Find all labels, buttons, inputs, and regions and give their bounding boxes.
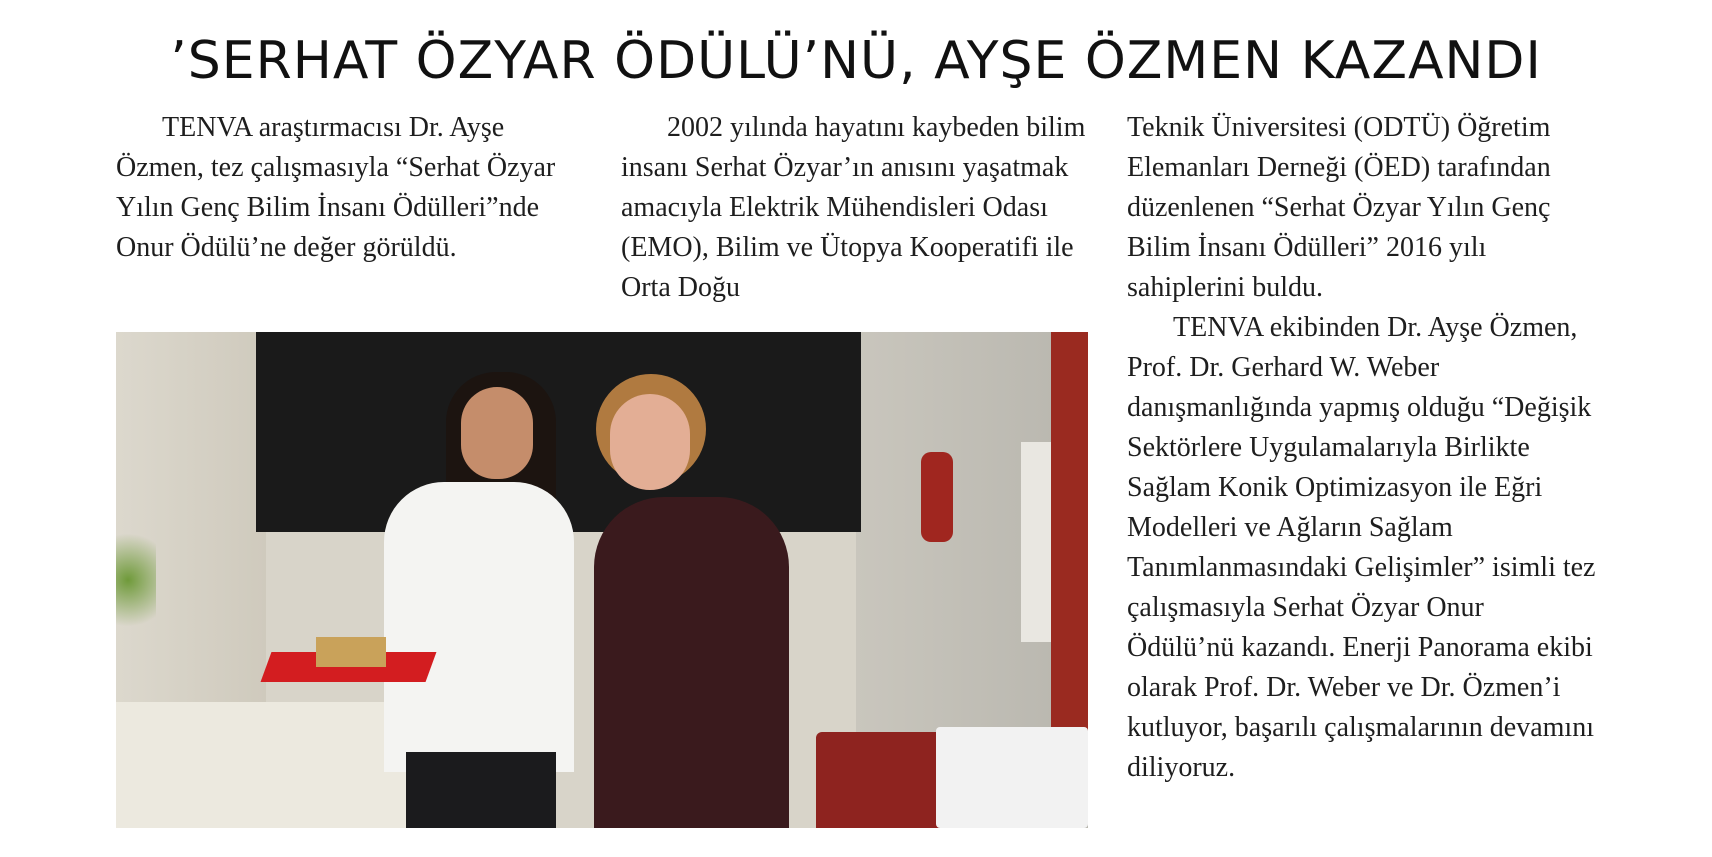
photo-person-2-face xyxy=(610,394,690,490)
photo-fire-extinguisher xyxy=(921,452,953,542)
article-column-2 xyxy=(621,108,1091,308)
column-3-paragraph-2: TENVA ekibinden Dr. Ayşe Özmen, Prof. Dr. Gerhard W. Weber danışmanlığında yapmış olduğu “Değişik Sektörlere Uygulamalarıyla Birlikte Sağlam Konik Optimizasyon ile Eğri Modelleri ve Ağların Sağlam Tanımlanmasındaki Gelişimler” isimli tez çalışmasıyla Serhat Özyar Onur Ödülü’nü kazandı. Enerji Panorama ekibi olarak Prof. Dr. Weber ve Dr. Özmen’i kutluyor, başarılı çalışmalarının devamını diliyoruz. xyxy=(1127,312,1596,783)
article-headline: ’SERHAT ÖZYAR ÖDÜLÜ’NÜ, AYŞE ÖZMEN KAZANDI xyxy=(170,31,1542,91)
photo-person-1-face xyxy=(461,387,533,479)
photo-person-1-pants xyxy=(406,752,556,828)
article-column-3 xyxy=(1127,108,1597,788)
article-column-1 xyxy=(116,108,586,268)
column-3-paragraph-1: Teknik Üniversitesi (ODTÜ) Öğretim Elemanları Derneği (ÖED) tarafından düzenlenen “Serhat Özyar Yılın Genç Bilim İnsanı Ödülleri” 2016 yılı sahiplerini buldu. xyxy=(1127,112,1551,303)
photo-plant xyxy=(116,532,156,652)
column-1-paragraph-1: TENVA araştırmacısı Dr. Ayşe Özmen, tez çalışmasıyla “Serhat Özyar Yılın Genç Bilim İnsanı Ödülleri”nde Onur Ödülü’ne değer görüldü. xyxy=(116,112,556,263)
award-ceremony-photo xyxy=(116,332,1088,828)
column-2-paragraph-1: 2002 yılında hayatını kaybeden bilim insanı Serhat Özyar’ın anısını yaşatmak amacıyla Elektrik Mühendisleri Odası (EMO), Bilim ve Ütopya Kooperatifi ile Orta Doğu xyxy=(621,112,1086,303)
photo-white-box xyxy=(936,727,1088,828)
photo-person-2-body xyxy=(594,497,789,828)
photo-award-plaque xyxy=(316,637,386,667)
photo-person-1-body xyxy=(384,482,574,772)
photo-red-pillar xyxy=(1051,332,1088,732)
photo-table xyxy=(116,702,406,828)
photo-chair xyxy=(816,732,946,828)
